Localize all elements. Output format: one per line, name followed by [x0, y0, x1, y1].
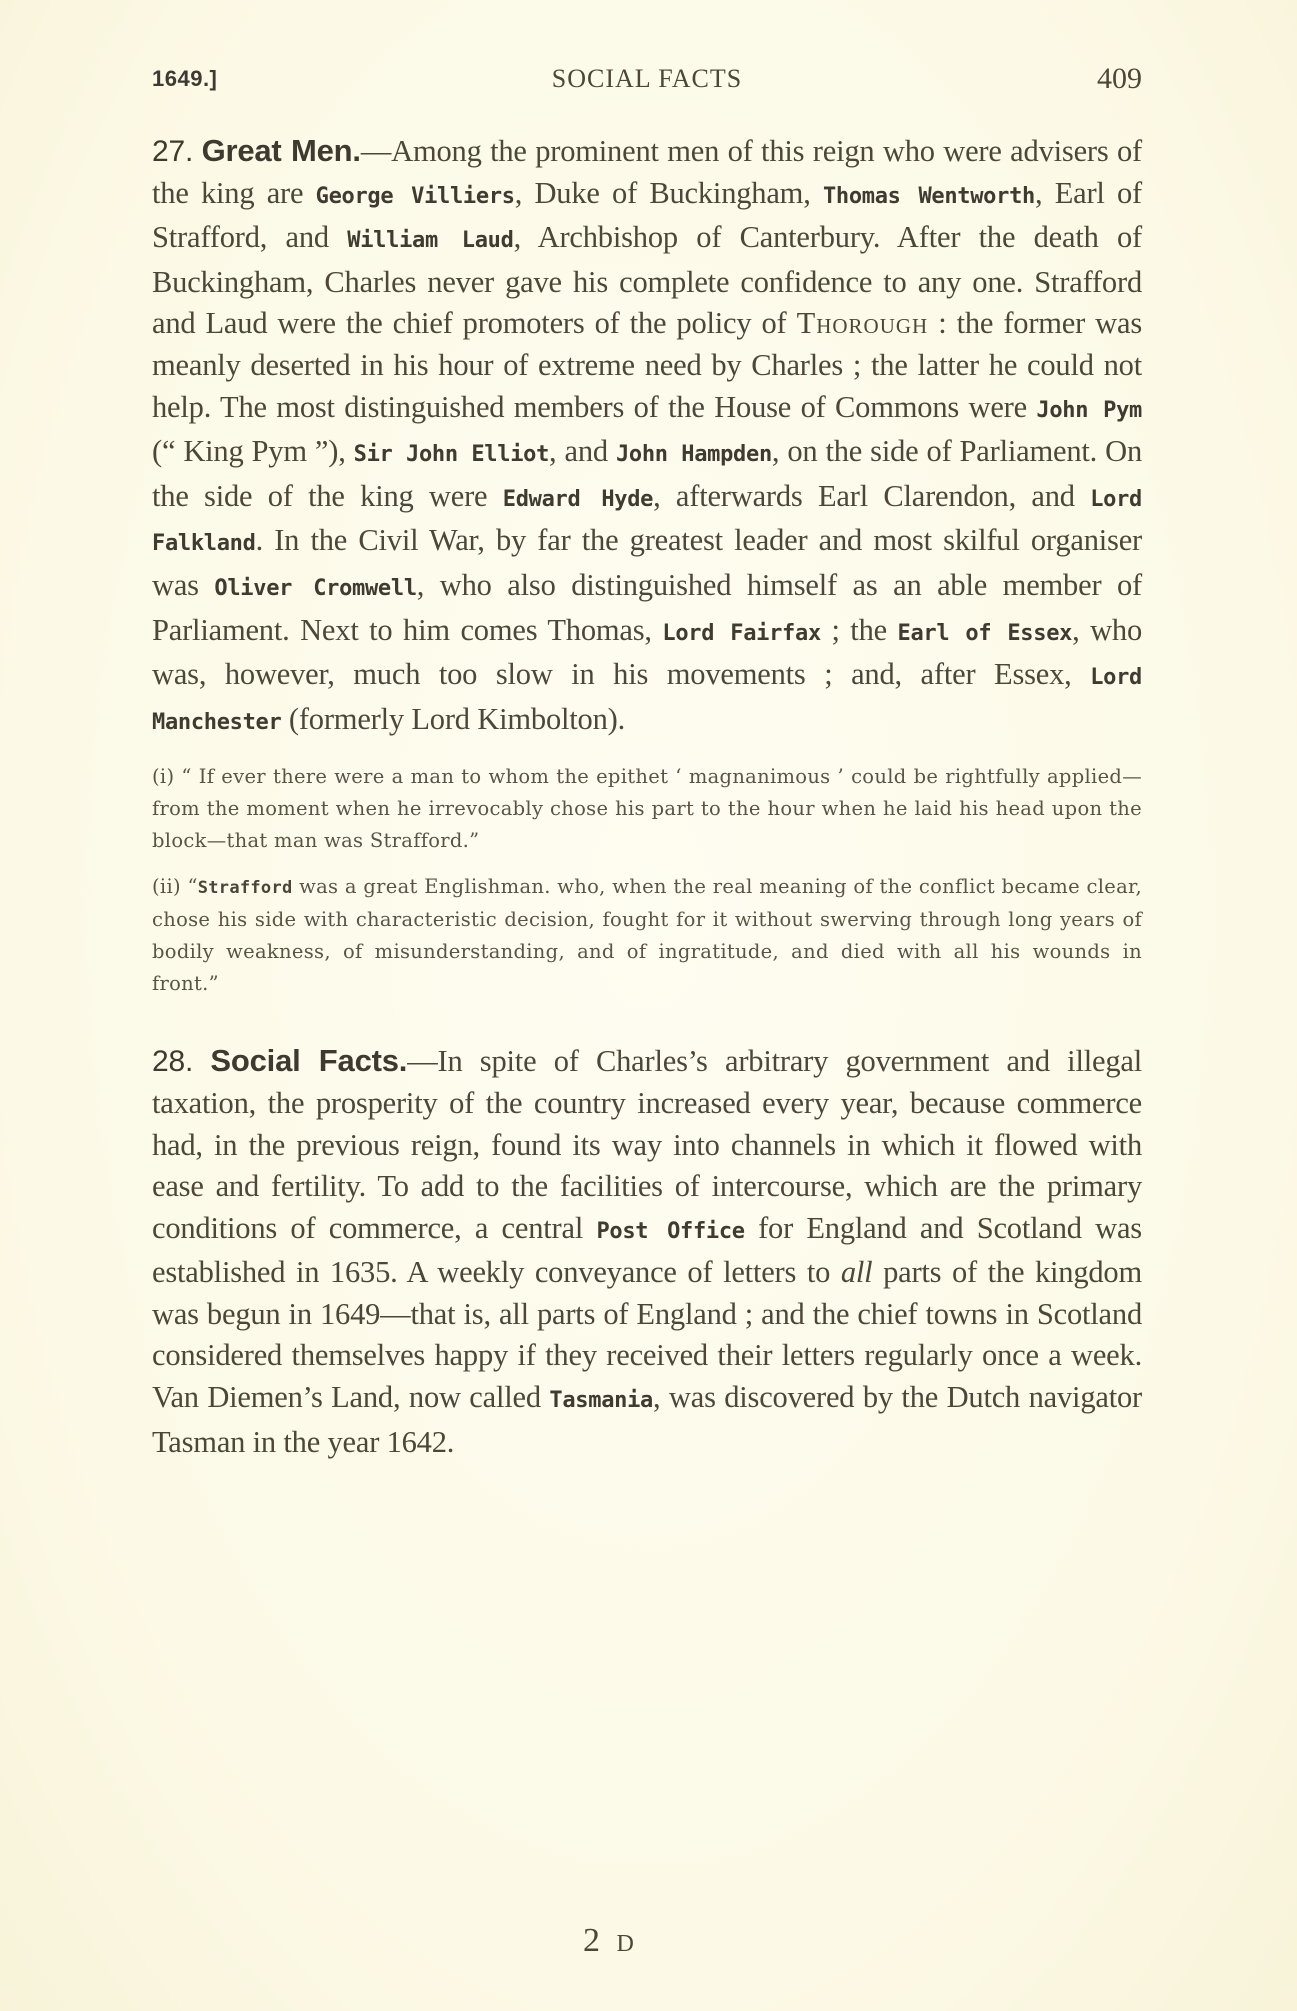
text-run: —Among the prominent men of this reign who were advisers of the king are — [152, 134, 1142, 210]
bold-name: Earl of Essex — [897, 620, 1073, 646]
bold-name: William Laud — [347, 228, 514, 254]
page-body — [152, 130, 1142, 1463]
section-28-number: 28. — [152, 1045, 194, 1079]
text-run: , who also distinguished himself as an able member of Parliament. Next to him comes Thomas, — [152, 567, 1142, 647]
section-28-title: Social Facts. — [210, 1043, 408, 1079]
text-run: parts of the kingdom was begun in 1649—that is, all parts of England ; and the chief towns in Scotland considered themselves happy if they received their letters regularly once a week. Van Diemen’s Land, now called — [152, 1255, 1143, 1415]
text-run: , who was, however, much too slow in his movements ; and, after Essex, — [152, 612, 1143, 692]
bold-name: Post Office — [596, 1218, 745, 1244]
section-27-text — [152, 134, 1142, 736]
italic-text: all — [840, 1255, 873, 1290]
smallcaps-text: Thorough — [796, 306, 929, 341]
section-27-title: Great Men. — [201, 133, 361, 168]
text-run: —In spite of Charles’s arbitrary government and illegal taxation, the prosperity of the country increased every year, because commerce had, in the previous reign, found its way into channels in which it flowed with ease and fertility. To add to the facilities of intercourse, which are the primary conditions of commerce, a central — [152, 1044, 1142, 1245]
section-27-number: 27. — [152, 135, 194, 168]
signature-number: 2 — [583, 1922, 604, 1959]
text-run: , and — [549, 434, 616, 469]
text-run: , Archbishop of Canterbury. After the death of Buckingham, Charles never gave his complete confidence to any one. Strafford and Laud were the chief promoters of the policy of — [152, 220, 1143, 341]
text-run: , Earl of Strafford, and — [152, 175, 1143, 255]
bold-name: Lord Falkland — [152, 486, 1142, 557]
running-head-date: 1649.] — [152, 66, 218, 91]
section-28-text — [152, 1044, 1142, 1458]
text-run: . In the Civil War, by far the greatest leader and most skilful organiser was — [152, 523, 1142, 602]
bold-name: Oliver Cromwell — [214, 575, 417, 601]
text-run: (i) “ If ever there were a man to whom the epithet ‘ magnanimous ’ could be rightfully applied—from the moment when he irrevocably chose his part to the hour when he laid his head upon the block—that man was Strafford.” — [152, 765, 1142, 853]
quote-ii — [152, 871, 1142, 1000]
bold-name: John Hampden — [615, 442, 772, 468]
text-run: (formerly Lord Kimbolton). — [281, 701, 626, 736]
text-run: , Duke of Buckingham, — [514, 175, 823, 210]
bold-name: Lord Manchester — [152, 665, 1142, 735]
bold-name: Edward Hyde — [502, 486, 654, 512]
signature-letter: D — [616, 1931, 638, 1957]
bold-name: Thomas Wentworth — [822, 183, 1035, 209]
text-run: (ii) “ — [152, 875, 198, 899]
text-run: , was discovered by the Dutch navigator Tasman in the year 1642. — [152, 1380, 1142, 1459]
section-28-paragraph — [152, 1040, 1142, 1463]
footnote-quotes — [152, 761, 1142, 1000]
bold-name: Strafford — [197, 878, 293, 899]
text-run: was a great Englishman. who, when the real meaning of the conflict became clear, chose his side with characteristic decision, fought for it without swerving through long years of bodily weakness, of misunderstanding, and of ingratitude, and died with all his wounds in front.” — [152, 875, 1142, 996]
text-run: for England and Scotland was established in 1635. A weekly conveyance of letters to — [152, 1210, 1142, 1290]
bold-name: Tasmania — [549, 1388, 653, 1414]
page-number: 409 — [1097, 62, 1142, 95]
text-run: (“ King Pym ”), — [152, 434, 354, 469]
signature-mark — [583, 1922, 638, 1960]
quote-i-text — [152, 765, 1142, 852]
running-head-title: SOCIAL FACTS — [551, 64, 743, 93]
bold-name: Lord Fairfax — [662, 620, 821, 646]
bold-name: John Pym — [1036, 397, 1142, 423]
running-head — [152, 62, 1142, 102]
text-run: : the former was meanly deserted in his hour of extreme need by Charles ; the latter he could not help. The most distinguished members of the House of Commons were — [152, 306, 1142, 424]
text-run: , afterwards Earl Clarendon, and — [653, 478, 1091, 513]
quote-ii-text — [152, 875, 1142, 995]
section-27-paragraph — [152, 130, 1142, 743]
quote-i — [152, 761, 1142, 857]
bold-name: Sir John Elliot — [353, 442, 550, 468]
text-run: , on the side of Parliament. On the side of the king were — [152, 434, 1143, 513]
text-run: ; the — [820, 612, 898, 647]
bold-name: George Villiers — [315, 183, 515, 209]
